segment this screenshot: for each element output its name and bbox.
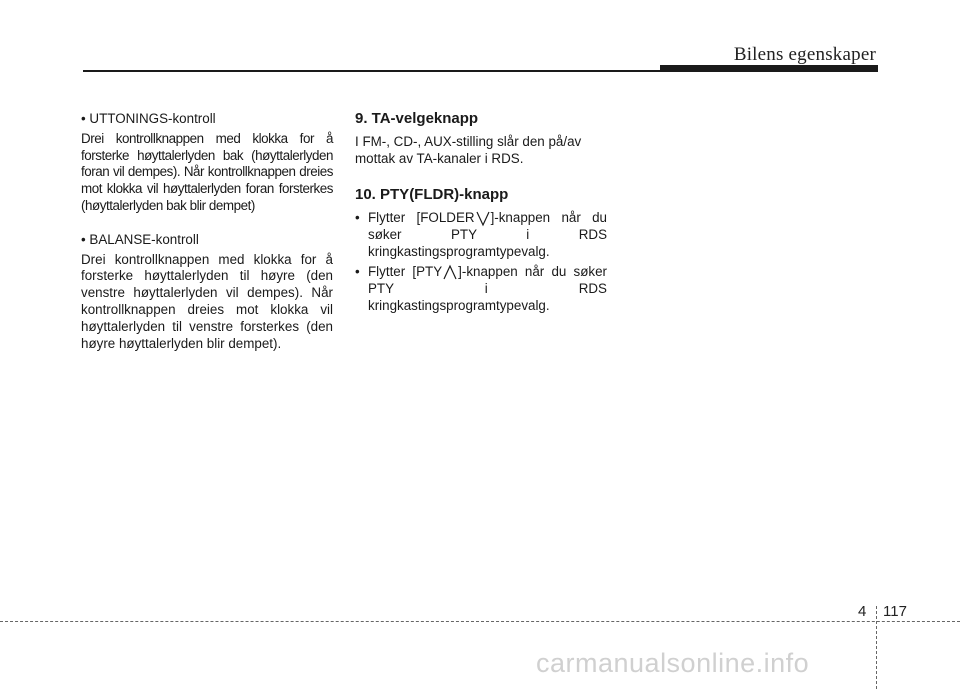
chapter-number: 4	[858, 603, 867, 620]
fader-text: Drei kontrollknappen med klokka for å forsterke høyttalerlyden bak (høyttalerlyden foran vil dempes). Når kontrollknappen dreies mot klokka vil høyttalerlyden foran forsterkes (høyttalerlyden bak blir dempet)	[81, 130, 333, 213]
fader-control-section	[81, 111, 333, 215]
balance-control-section	[81, 232, 333, 353]
ta-section	[355, 111, 607, 167]
section-header-title: Bilens egenskaper	[733, 44, 876, 65]
chevron-up-icon	[442, 264, 458, 281]
list-item-text-pre: Flytter [FOLDER	[368, 210, 475, 226]
list-bullet: •	[355, 263, 360, 279]
list-item-text-pre: Flytter [PTY	[368, 263, 443, 279]
watermark: carmanualsonline.info	[536, 648, 810, 678]
pty-title: 10. PTY(FLDR)-knapp	[355, 186, 509, 204]
balance-heading: • BALANSE-kontroll	[81, 231, 199, 247]
ta-title: 9. TA-velgeknapp	[355, 110, 479, 127]
balance-text: Drei kontrollknappen med klokka for å forsterke høyttalerlyden til høyre (den venstre høyttalerlyden vil dempes). Når kontrollknappen dreies mot klokka vil høyttalerlyden til venstre forsterkes (den høyre høyttalerlyden blir dempet).	[81, 251, 333, 351]
footer-rule	[0, 621, 960, 622]
header-rule-thick	[660, 65, 878, 72]
list-item-text-post: ]-knappen når du søker PTY i RDS kringkastingsprogramtypevalg.	[368, 210, 608, 259]
fader-heading: • UTTONINGS-kontroll	[81, 111, 216, 126]
header-rule-thin	[83, 70, 660, 72]
list-item-text-post: ]-knappen når du søker PTY i RDS kringkastingsprogramtypevalg.	[368, 263, 607, 313]
page-number: 117	[883, 603, 907, 620]
page-number-divider	[876, 606, 877, 689]
list-item	[355, 210, 607, 261]
list-bullet: •	[355, 210, 360, 226]
ta-text: I FM-, CD-, AUX-stilling slår den på/av mottak av TA-kanaler i RDS.	[355, 133, 582, 166]
middle-column	[355, 111, 607, 317]
chevron-down-icon	[475, 210, 491, 227]
pty-section	[355, 187, 607, 314]
left-column	[81, 111, 333, 352]
list-item	[355, 264, 607, 315]
